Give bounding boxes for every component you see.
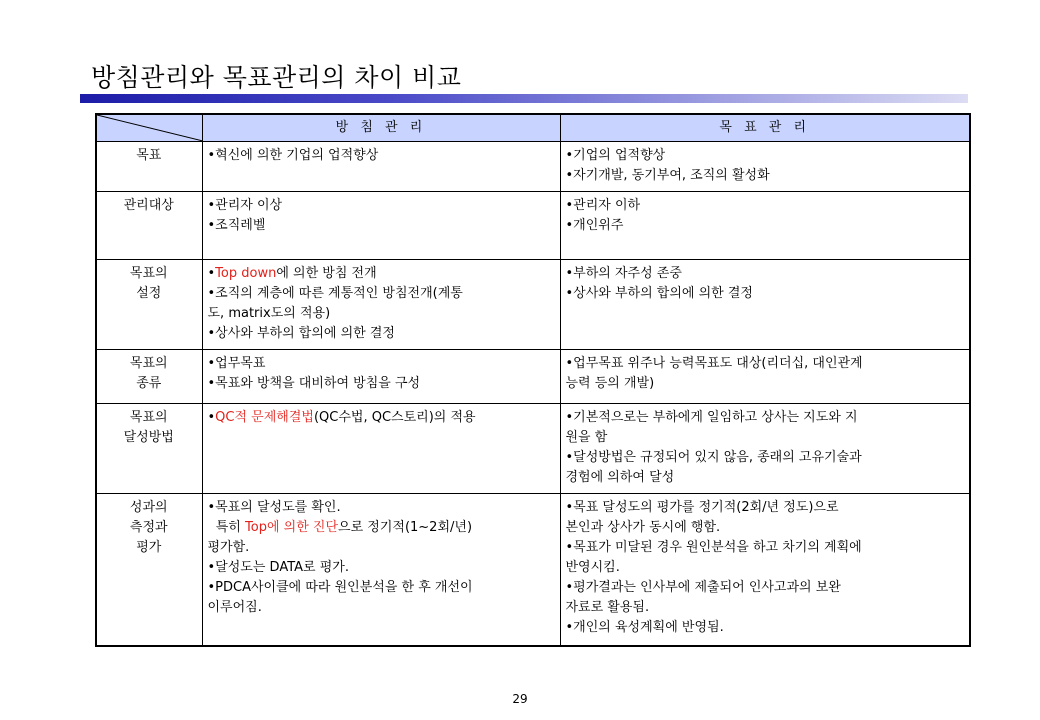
table-row xyxy=(96,350,970,404)
highlight-text: Top에 의한 진단 xyxy=(245,520,339,535)
table-row xyxy=(96,494,970,646)
page-title: 방침관리와 목표관리의 차이 비교 xyxy=(91,63,462,92)
header-corner-cell xyxy=(96,114,202,142)
page-number: 29 xyxy=(512,692,528,706)
row-label: 목표의 달성방법 xyxy=(96,404,202,494)
title-underline-bar xyxy=(80,94,968,103)
objective-cell: •관리자 이하 •개인위주 xyxy=(560,192,970,260)
header-policy-management: 방 침 관 리 xyxy=(202,114,560,142)
policy-cell: •혁신에 의한 기업의 업적향상 xyxy=(202,142,560,192)
row-label: 목표의 종류 xyxy=(96,350,202,404)
table-row xyxy=(96,142,970,192)
row-label: 관리대상 xyxy=(96,192,202,260)
table-header-row xyxy=(96,114,970,142)
objective-cell: •부하의 자주성 존중 •상사와 부하의 합의에 의한 결정 xyxy=(560,260,970,350)
row-label: 목표 xyxy=(96,142,202,192)
row-label: 목표의 설정 xyxy=(96,260,202,350)
objective-cell: •기업의 업적향상 •자기개발, 동기부여, 조직의 활성화 xyxy=(560,142,970,192)
highlight-text: QC적 문제해결법 xyxy=(215,410,314,425)
policy-cell: •목표의 달성도를 확인. 특히 Top에 의한 진단으로 정기적(1~2회/년) 평가함. •달성도는 DATA로 평가. •PDCA사이클에 따라 원인분석을 한 후 개선이 이루어짐. xyxy=(202,494,560,646)
objective-cell: •목표 달성도의 평가를 정기적(2회/년 정도)으로 본인과 상사가 동시에 행함. •목표가 미달된 경우 원인분석을 하고 차기의 계획에 반영시킴. •평가결과는 인사부에 제출되어 인사고과의 보완 자료로 활용됨. •개인의 육성계획에 반영됨. xyxy=(560,494,970,646)
header-objective-management: 목 표 관 리 xyxy=(560,114,970,142)
table-row xyxy=(96,404,970,494)
row-label: 성과의 측정과 평가 xyxy=(96,494,202,646)
comparison-table xyxy=(95,113,971,647)
policy-cell: •QC적 문제해결법(QC수법, QC스토리)의 적용 xyxy=(202,404,560,494)
policy-cell: •업무목표 •목표와 방책을 대비하여 방침을 구성 xyxy=(202,350,560,404)
table-row xyxy=(96,260,970,350)
table-row xyxy=(96,192,970,260)
objective-cell: •업무목표 위주나 능력목표도 대상(리더십, 대인관계 능력 등의 개발) xyxy=(560,350,970,404)
highlight-text: Top down xyxy=(215,266,277,281)
diagonal-line-icon xyxy=(97,115,203,141)
objective-cell: •기본적으로는 부하에게 일임하고 상사는 지도와 지 원을 함 •달성방법은 규정되어 있지 않음, 종래의 고유기술과 경험에 의하여 달성 xyxy=(560,404,970,494)
policy-cell: •Top down에 의한 방침 전개 •조직의 계층에 따른 계통적인 방침전개(계통 도, matrix도의 적용) •상사와 부하의 합의에 의한 결정 xyxy=(202,260,560,350)
policy-cell: •관리자 이상 •조직레벨 xyxy=(202,192,560,260)
